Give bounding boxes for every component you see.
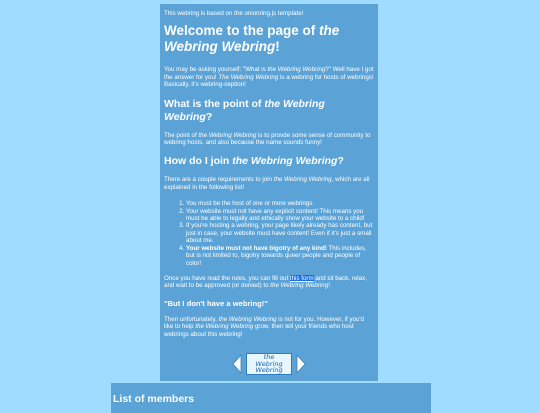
requirement-item: 3. If you're hosting a webring, your page likely already has content, but just in case, your website must have content! Even if it's just a small about me. bbox=[186, 222, 374, 244]
template-note: This webring is based on the onionring.js template! bbox=[164, 10, 304, 17]
point-paragraph: The point of the Webring Webring is to provde some sense of community to webring hosts, and also because the name sounds funny! bbox=[164, 131, 371, 147]
webring-navigation bbox=[160, 351, 378, 377]
form-paragraph: Once you have read the rules, you can fill out this form and sit back, relax, and wait to be approved (or denied) to the Webring Webring! bbox=[164, 274, 367, 290]
point-heading: What is the point of the Webring Webring? bbox=[164, 97, 325, 123]
no-webring-paragraph: Then unfortunately, the Webring Webring is not for you. However, if you'd like to help the Webring Webring grow, then tell your friends who host webrings about this webring! bbox=[164, 315, 364, 338]
members-panel bbox=[111, 383, 431, 413]
page-title: Welcome to the page of the Webring Webring! bbox=[164, 23, 340, 55]
join-heading: How do I join the Webring Webring? bbox=[164, 155, 344, 168]
webring-badge[interactable] bbox=[246, 353, 292, 375]
requirement-item: 4. Your website must not have bigotry of any kind! This includes, but is not limited to, bigotry towards queer people and people of color! bbox=[186, 245, 374, 267]
main-content-panel bbox=[160, 4, 378, 381]
join-intro-paragraph: There are a couple requirements to join the Webring Webring, which are all explained in the following list! bbox=[164, 176, 370, 191]
form-link[interactable]: this form bbox=[289, 274, 314, 282]
no-webring-heading: "But I don't have a webring!" bbox=[164, 298, 268, 308]
members-heading: List of members bbox=[113, 393, 195, 405]
requirement-item: 1. You must be the host of one or more webrings. bbox=[186, 200, 374, 207]
badge-text: the Webring Webring bbox=[255, 353, 283, 375]
requirement-item: 2. Your website must not have any explicit content! This means you must be able to legally and ethically show your website to a child! bbox=[186, 208, 374, 223]
requirements-list bbox=[164, 200, 374, 267]
intro-paragraph: You may be asking yourself: "What is the Webring Webring?" Well have I got the answer for you! The Webring Webring is a webring for hosts of webrings! Basically, it's webring-ception! bbox=[164, 66, 374, 89]
left-arrow-icon[interactable] bbox=[231, 353, 243, 375]
right-arrow-icon[interactable] bbox=[295, 353, 307, 375]
